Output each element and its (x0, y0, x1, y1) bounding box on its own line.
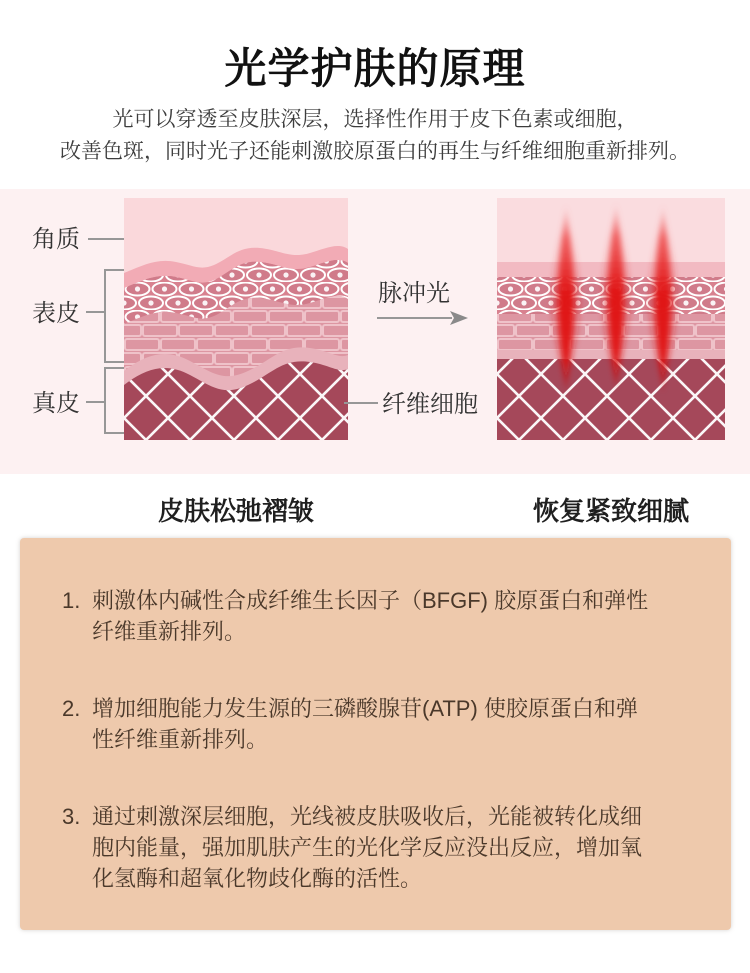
caption-after: 恢复紧致细腻 (532, 496, 689, 526)
layer-label-dermis: 真皮 (32, 390, 80, 417)
pulse-light-label: 脉冲光 (378, 280, 450, 307)
page-title: 光学护肤的原理 (224, 45, 526, 92)
principles-box (20, 538, 731, 930)
skin-before-illustration (124, 198, 348, 440)
layer-label-cuticle: 角质 (32, 226, 80, 253)
principle-number: 2. (62, 696, 81, 721)
fiber-cell-label: 纤维细胞 (382, 391, 478, 418)
principle-text: 增加细胞能力发生源的三磷酸腺苷(ATP) 使胶原蛋白和弹性纤维重新排列。 (92, 696, 638, 752)
principle-item-3 (62, 801, 657, 894)
subtitle-line-2: 改善色斑，同时光子还能刺激胶原蛋白的再生与纤维细胞重新排列。 (60, 140, 690, 163)
layer-label-epidermis: 表皮 (32, 300, 80, 327)
principle-number: 3. (62, 804, 81, 829)
subtitle-line-1: 光可以穿透至皮肤深层，选择性作用于皮下色素或细胞， (112, 108, 638, 131)
principle-item-2 (62, 693, 657, 755)
principle-item-1 (62, 585, 657, 647)
skin-after-illustration (497, 198, 725, 440)
principle-text: 刺激体内碱性合成纤维生长因子（BFGF) 胶原蛋白和弹性纤维重新排列。 (92, 588, 649, 644)
page-subtitle (0, 104, 750, 168)
principle-number: 1. (62, 588, 81, 613)
principle-text: 通过刺激深层细胞，光线被皮肤吸收后，光能被转化成细胞内能量，强加肌肤产生的光化学反应没出反应，增加氧化氢酶和超氧化物歧化酶的活性。 (92, 804, 643, 891)
caption-before: 皮肤松弛褶皱 (157, 496, 314, 526)
